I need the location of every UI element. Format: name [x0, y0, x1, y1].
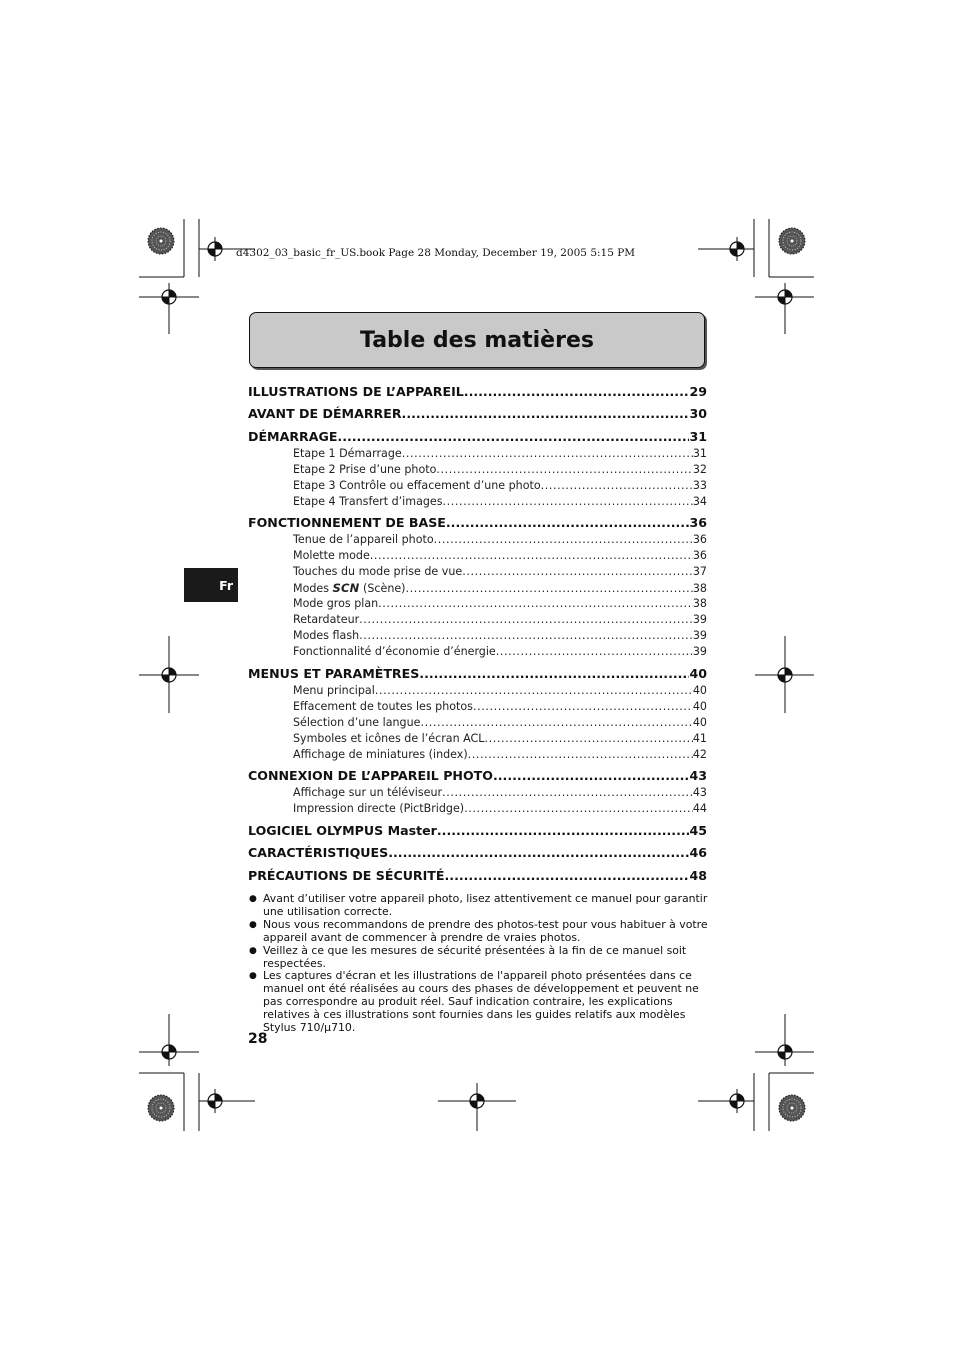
toc-subsection-page: 37 — [692, 565, 707, 578]
toc-section[interactable] — [248, 664, 707, 683]
toc-leader — [378, 596, 693, 612]
toc-leader — [402, 446, 693, 462]
toc-section-page: 40 — [689, 665, 707, 681]
toc-leader — [473, 699, 693, 715]
toc-subsection-page: 39 — [692, 613, 707, 626]
toc-leader — [462, 564, 693, 580]
table-of-contents — [248, 378, 707, 885]
toc-section[interactable] — [248, 766, 707, 785]
toc-leader — [541, 478, 693, 494]
toc-leader — [419, 664, 689, 683]
toc-leader — [434, 532, 693, 548]
toc-leader — [484, 731, 692, 747]
title-box — [249, 312, 705, 368]
toc-subsection-label: Effacement de toutes les photos — [293, 699, 473, 713]
toc-subsection-page: 38 — [692, 582, 707, 595]
toc-subsection-label: Etape 1 Démarrage — [293, 446, 402, 460]
toc-section[interactable] — [248, 427, 707, 446]
toc-subsection[interactable] — [248, 715, 707, 731]
toc-subsection[interactable] — [248, 564, 707, 580]
toc-leader — [446, 513, 690, 532]
print-slug: d4302_03_basic_fr_US.book Page 28 Monday, December 19, 2005 5:15 PM — [236, 247, 636, 259]
toc-subsection-label: Etape 4 Transfert d’images — [293, 494, 443, 508]
toc-section-page: 48 — [689, 867, 707, 883]
toc-subsection-page: 34 — [692, 494, 707, 508]
toc-subsection-page: 43 — [692, 786, 707, 799]
toc-subsection[interactable] — [248, 801, 707, 817]
toc-subsection-page: 38 — [692, 597, 707, 610]
toc-section[interactable] — [248, 866, 707, 885]
toc-subsection-label: Modes SCN (Scène) — [293, 581, 406, 595]
note-item: ● Avant d’utiliser votre appareil photo, lisez attentivement ce manuel pour garantir une utilisation correcte. — [248, 893, 710, 919]
toc-subsection[interactable] — [248, 699, 707, 715]
notes-list — [248, 893, 710, 1035]
toc-subsection[interactable] — [248, 628, 707, 644]
toc-subsection-label: Molette mode — [293, 549, 370, 562]
toc-leader — [359, 612, 693, 628]
toc-subsection-page: 42 — [692, 747, 707, 761]
toc-leader — [445, 866, 690, 885]
toc-leader — [388, 843, 689, 862]
toc-subsection-page: 39 — [692, 645, 707, 658]
toc-subsection[interactable] — [248, 644, 707, 660]
toc-subsection-page: 44 — [692, 802, 707, 815]
toc-leader — [443, 494, 693, 510]
toc-subsection[interactable] — [248, 478, 707, 494]
toc-subsection-label: Mode gros plan — [293, 597, 379, 610]
toc-section-page: 45 — [689, 822, 707, 838]
toc-section[interactable] — [248, 404, 707, 423]
toc-section[interactable] — [248, 513, 707, 532]
toc-section[interactable] — [248, 821, 707, 840]
toc-subsection-page: 36 — [692, 549, 707, 562]
toc-section-page: 46 — [689, 845, 707, 860]
toc-subsection-label: Menu principal — [293, 683, 375, 697]
toc-leader — [436, 462, 692, 478]
toc-subsection-page: 40 — [692, 699, 707, 713]
toc-section-label: CARACTÉRISTIQUES — [248, 845, 389, 860]
toc-section-label: AVANT DE DÉMARRER — [248, 406, 402, 421]
toc-subsection-page: 39 — [692, 629, 707, 642]
toc-leader — [406, 581, 693, 596]
toc-subsection-page: 36 — [692, 533, 707, 546]
toc-section-page: 43 — [689, 768, 707, 783]
toc-subsection[interactable] — [248, 747, 707, 763]
toc-subsection[interactable] — [248, 683, 707, 699]
toc-section-label: ILLUSTRATIONS DE L’APPAREIL — [248, 383, 464, 399]
toc-subsection[interactable] — [248, 548, 707, 564]
toc-section[interactable] — [248, 382, 707, 401]
toc-leader — [402, 404, 690, 423]
toc-section-label: FONCTIONNEMENT DE BASE — [248, 515, 446, 530]
toc-section-page: 36 — [689, 515, 707, 530]
toc-subsection-page: 40 — [692, 715, 707, 729]
toc-subsection[interactable] — [248, 596, 707, 612]
toc-subsection-label: Etape 2 Prise d’une photo — [293, 462, 437, 476]
toc-section-label: DÉMARRAGE — [248, 428, 338, 444]
toc-leader — [442, 785, 693, 801]
page-title: Table des matières — [360, 327, 594, 353]
toc-leader — [375, 683, 693, 699]
toc-subsection[interactable] — [248, 494, 707, 510]
toc-subsection-page: 33 — [692, 478, 707, 492]
toc-subsection[interactable] — [248, 785, 707, 801]
note-item: ● Veillez à ce que les mesures de sécurité présentées à la fin de ce manuel soit respectées. — [248, 945, 710, 971]
toc-subsection[interactable] — [248, 612, 707, 628]
toc-subsection-label: Etape 3 Contrôle ou effacement d’une photo — [293, 478, 541, 492]
toc-subsection[interactable] — [248, 446, 707, 462]
note-item: ● Les captures d'écran et les illustrations de l'appareil photo présentées dans ce manuel ont été réalisées au cours des phases de développement et peuvent ne pas correspondre au produit réel. Sauf indication contraire, les explications relatives à ces illustrations sont fournies dans les guides relatifs aux modèles Stylus 710/µ710. — [248, 970, 710, 1035]
toc-subsection-label: Fonctionnalité d’économie d’énergie — [293, 645, 496, 658]
toc-subsection-page: 40 — [692, 683, 707, 697]
language-tab: Fr — [184, 568, 238, 602]
toc-subsection-page: 41 — [692, 731, 707, 745]
toc-leader — [359, 628, 693, 644]
toc-subsection-label: Affichage sur un téléviseur — [293, 786, 443, 799]
toc-section[interactable] — [248, 843, 707, 862]
toc-subsection-label: Sélection d’une langue — [293, 715, 421, 729]
toc-subsection-label: Symboles et icônes de l’écran ACL — [293, 731, 485, 745]
toc-leader — [464, 801, 693, 817]
toc-leader — [468, 747, 693, 763]
toc-section-page: 29 — [689, 383, 707, 399]
toc-section-label: LOGICIEL OLYMPUS Master — [248, 822, 437, 838]
toc-leader — [337, 427, 689, 446]
toc-subsection-label: Tenue de l’appareil photo — [293, 533, 434, 546]
toc-leader — [493, 766, 689, 785]
toc-subsection[interactable] — [248, 532, 707, 548]
note-item: ● Nous vous recommandons de prendre des photos-test pour vous habituer à votre appareil avant de commencer à prendre de vraies photos. — [248, 919, 710, 945]
toc-leader — [464, 382, 690, 401]
toc-subsection[interactable] — [248, 462, 707, 478]
toc-subsection-page: 31 — [692, 446, 707, 460]
toc-section-label: PRÉCAUTIONS DE SÉCURITÉ — [248, 867, 445, 883]
toc-section-page: 30 — [689, 406, 707, 421]
scn-mode-icon: SCN — [332, 581, 360, 595]
toc-subsection-label: Retardateur — [293, 613, 360, 626]
toc-subsection-label: Touches du mode prise de vue — [293, 565, 463, 578]
toc-section-page: 31 — [689, 428, 707, 444]
toc-leader — [370, 548, 693, 564]
toc-subsection-label: Affichage de miniatures (index) — [293, 747, 468, 761]
toc-subsection[interactable] — [248, 731, 707, 747]
toc-leader — [437, 821, 690, 840]
toc-section-label: CONNEXION DE L’APPAREIL PHOTO — [248, 768, 493, 783]
toc-leader — [496, 644, 693, 660]
toc-subsection-page: 32 — [692, 462, 707, 476]
toc-subsection-label: Impression directe (PictBridge) — [293, 802, 465, 815]
toc-leader — [420, 715, 692, 731]
toc-section-label: MENUS ET PARAMÈTRES — [248, 665, 420, 681]
toc-subsection[interactable] — [248, 580, 707, 596]
page-number: 28 — [248, 1031, 268, 1047]
toc-subsection-label: Modes flash — [293, 629, 360, 642]
